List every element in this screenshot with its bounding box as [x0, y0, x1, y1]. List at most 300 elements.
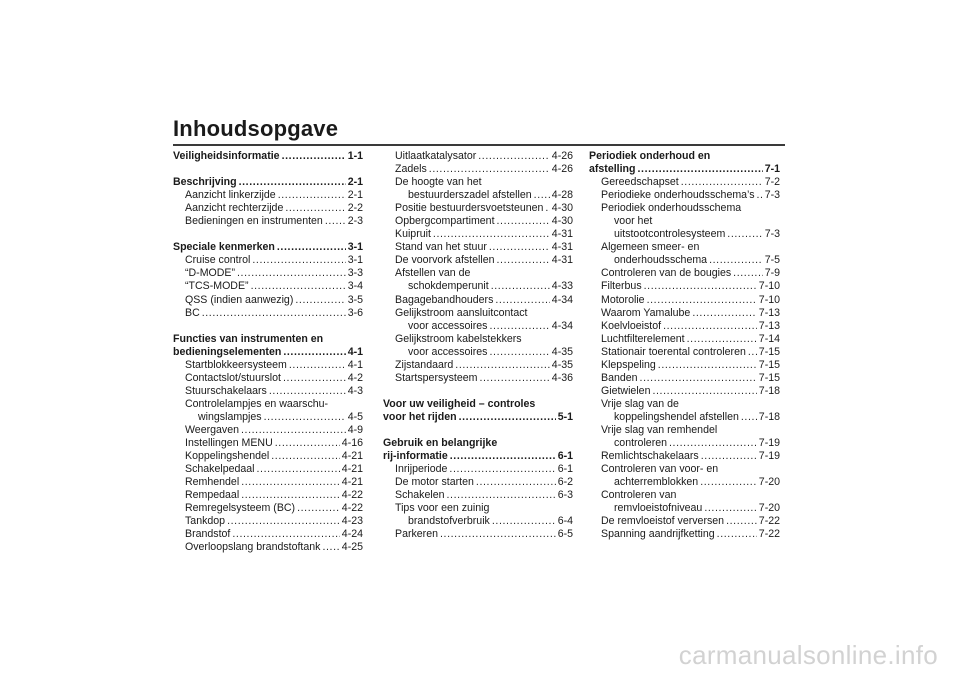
dot-leader	[450, 450, 556, 463]
dot-leader	[733, 267, 763, 280]
toc-entry[interactable]	[589, 476, 780, 489]
dot-leader	[325, 215, 346, 228]
toc-page-number: 7-5	[764, 254, 780, 267]
toc-entry[interactable]	[589, 189, 780, 202]
toc-entry[interactable]	[383, 294, 573, 307]
toc-page-number: 7-13	[758, 306, 780, 319]
toc-entry-label: Startblokkeersysteem	[185, 358, 287, 371]
toc-entry[interactable]	[589, 294, 780, 307]
toc-entry[interactable]	[173, 215, 363, 228]
toc-entry-label: Periodieke onderhoudsschema’s	[601, 189, 755, 202]
toc-entry-label: BC	[185, 306, 200, 319]
toc-page-number: 7-20	[758, 502, 780, 515]
dot-leader	[726, 515, 757, 528]
dot-leader	[687, 333, 757, 346]
toc-entry-label: Motorolie	[601, 293, 645, 306]
toc-entry-text: Afstellen van de	[395, 267, 471, 280]
toc-section-entry[interactable]	[173, 150, 363, 163]
toc-entry-label: Cruise control	[185, 254, 251, 267]
dot-leader	[489, 320, 549, 333]
toc-page-number: 6-5	[557, 528, 573, 541]
toc-entry[interactable]	[173, 202, 363, 215]
toc-page-number: 4-31	[551, 241, 573, 254]
section-gap	[383, 385, 573, 398]
dot-leader	[692, 307, 756, 320]
toc-entry[interactable]	[383, 280, 573, 293]
toc-entry-label: controleren	[614, 437, 667, 450]
toc-entry-label: Remhendel	[185, 476, 240, 489]
toc-entry-label: Spanning aandrijfketting	[601, 528, 715, 541]
toc-entry-label: Speciale kenmerken	[173, 241, 275, 254]
toc-column-1	[173, 150, 363, 554]
toc-page-number: 4-30	[551, 215, 573, 228]
toc-entry[interactable]	[383, 202, 573, 215]
toc-entry-label: Startspersysteem	[395, 371, 478, 384]
dot-leader	[264, 411, 346, 424]
toc-page-number: 4-34	[551, 319, 573, 332]
toc-entry[interactable]	[589, 515, 780, 528]
toc-entry-label: Zadels	[395, 163, 427, 176]
toc-entry[interactable]	[589, 307, 780, 320]
toc-page-number: 7-10	[758, 280, 780, 293]
toc-entry[interactable]	[589, 333, 780, 346]
toc-entry-text: Controleren van	[601, 489, 677, 502]
toc-entry-label: Bedieningen en instrumenten	[185, 215, 323, 228]
dot-leader	[455, 359, 550, 372]
dot-leader	[479, 372, 549, 385]
dot-leader	[491, 280, 550, 293]
dot-leader	[295, 294, 345, 307]
toc-page-number: 4-3	[347, 384, 363, 397]
toc-section-heading: Gebruik en belangrijke	[383, 437, 498, 450]
toc-entry-label: schokdemperunit	[408, 280, 489, 293]
toc-entry[interactable]	[173, 359, 363, 372]
toc-page-number: 4-24	[341, 528, 363, 541]
toc-entry-label: Zijstandaard	[395, 358, 454, 371]
toc-entry-text: Vrije slag van de	[601, 397, 679, 410]
dot-leader	[638, 163, 763, 176]
dot-leader	[446, 489, 555, 502]
toc-entry[interactable]	[383, 346, 573, 359]
dot-leader	[449, 463, 555, 476]
dot-leader	[440, 528, 556, 541]
toc-entry[interactable]	[383, 515, 573, 528]
toc-entry-text: Algemeen smeer- en	[601, 241, 700, 254]
toc-entry[interactable]	[383, 463, 573, 476]
toc-entry-text: Gelijkstroom aansluitcontact	[395, 306, 528, 319]
toc-entry[interactable]	[589, 267, 780, 280]
dot-leader	[534, 189, 550, 202]
toc-entry[interactable]	[173, 515, 363, 528]
toc-page-number: 4-35	[551, 345, 573, 358]
toc-entry-label: De motor starten	[395, 476, 474, 489]
toc-page-number: 6-3	[557, 489, 573, 502]
toc-entry-label: achterremblokken	[614, 476, 699, 489]
toc-entry-label: “D-MODE”	[185, 267, 236, 280]
dot-leader	[227, 515, 340, 528]
toc-entry[interactable]	[173, 294, 363, 307]
toc-page-number: 4-21	[341, 450, 363, 463]
dot-leader	[701, 450, 757, 463]
toc-page-number: 6-1	[557, 463, 573, 476]
toc-entry[interactable]	[589, 437, 780, 450]
toc-section-entry[interactable]	[173, 346, 363, 359]
toc-page-number: 7-9	[764, 267, 780, 280]
toc-page-number: 4-23	[341, 515, 363, 528]
toc-page-number: 7-18	[758, 384, 780, 397]
toc-page-number: 4-25	[341, 541, 363, 554]
toc-entry-label: Aanzicht linkerzijde	[185, 189, 276, 202]
dot-leader	[663, 320, 757, 333]
watermark: carmanualsonline.info	[678, 640, 938, 670]
toc-entry[interactable]	[173, 541, 363, 554]
dot-leader	[545, 202, 549, 215]
dot-leader	[748, 346, 757, 359]
toc-entry-label: Parkeren	[395, 528, 438, 541]
toc-entry[interactable]	[383, 241, 573, 254]
toc-entry-label: Aanzicht rechterzijde	[185, 202, 284, 215]
toc-entry[interactable]	[589, 359, 780, 372]
toc-entry-label: De voorvork afstellen	[395, 254, 495, 267]
toc-entry-label: Banden	[601, 371, 638, 384]
toc-entry-label: Stationair toerental controleren	[601, 345, 746, 358]
dot-leader	[252, 254, 345, 267]
toc-entry-label: Remregelsysteem (BC)	[185, 502, 296, 515]
toc-page-number: 7-10	[758, 293, 780, 306]
toc-entry-text: voor het	[614, 215, 653, 228]
toc-entry[interactable]	[173, 502, 363, 515]
toc-entry[interactable]	[589, 280, 780, 293]
toc-entry-label: Bagagebandhouders	[395, 293, 494, 306]
section-gap	[173, 163, 363, 176]
toc-entry-label: Stuurschakelaars	[185, 384, 267, 397]
toc-entry-label: Contactslot/stuurslot	[185, 371, 281, 384]
toc-page-number: 1-1	[347, 150, 363, 162]
toc-page-number: 2-1	[347, 176, 363, 189]
toc-entry[interactable]	[383, 189, 573, 202]
toc-entry-text: Controlelampjes en waarschu-	[185, 397, 329, 410]
toc-entry[interactable]	[383, 163, 573, 176]
toc-entry-text: Vrije slag van remhendel	[601, 423, 718, 436]
dot-leader	[727, 228, 762, 241]
dot-leader	[489, 346, 549, 359]
dot-leader	[232, 528, 339, 541]
dot-leader	[283, 346, 345, 359]
toc-entry-label: Inrijperiode	[395, 463, 448, 476]
toc-section-entry[interactable]	[173, 241, 363, 254]
toc-entry[interactable]	[383, 372, 573, 385]
toc-entry[interactable]	[173, 450, 363, 463]
dot-leader	[741, 411, 757, 424]
toc-page-number: 3-4	[347, 280, 363, 293]
dot-leader	[709, 254, 763, 267]
toc-page-number: 3-1	[347, 241, 363, 254]
toc-section-heading: Periodiek onderhoud en	[589, 150, 711, 162]
toc-entry-label: Weergaven	[185, 423, 239, 436]
toc-entry-label: Waarom Yamalube	[601, 306, 691, 319]
toc-page-number: 6-4	[557, 515, 573, 528]
dot-leader	[476, 476, 556, 489]
toc-entry-label: Uitlaatkatalysator	[395, 150, 477, 162]
toc-page-number: 7-15	[758, 345, 780, 358]
toc-entry[interactable]	[173, 437, 363, 450]
toc-entry-label: Schakelpedaal	[185, 463, 255, 476]
toc-entry[interactable]	[589, 450, 780, 463]
toc-entry-label: Koelvloeistof	[601, 319, 662, 332]
page-title: Inhoudsopgave	[173, 116, 339, 141]
toc-entry-label: voor het rijden	[383, 410, 457, 423]
toc-entry[interactable]	[383, 320, 573, 333]
toc-entry-label: bestuurderszadel afstellen	[408, 189, 532, 202]
dot-leader	[297, 502, 340, 515]
toc-page-number: 4-1	[347, 358, 363, 371]
toc-entry[interactable]	[383, 254, 573, 267]
toc-entry-label: Kuipruit	[395, 228, 431, 241]
toc-page-number: 2-3	[347, 215, 363, 228]
dot-leader	[757, 189, 763, 202]
toc-entry[interactable]	[173, 528, 363, 541]
dot-leader	[497, 254, 550, 267]
toc-entry[interactable]	[173, 189, 363, 202]
dot-leader	[478, 150, 550, 163]
dot-leader	[640, 372, 757, 385]
toc-entry-label: Gietwielen	[601, 384, 651, 397]
toc-section-heading: Voor uw veiligheid – controles	[383, 397, 536, 410]
toc-entry[interactable]	[589, 176, 780, 189]
dot-leader	[239, 176, 346, 189]
toc-entry[interactable]	[589, 502, 780, 515]
toc-page-number: 2-2	[347, 202, 363, 215]
toc-entry[interactable]	[173, 476, 363, 489]
toc-column-3	[589, 150, 780, 541]
toc-entry-text: Periodiek onderhoudsschema	[601, 202, 742, 215]
toc-entry-label: brandstofverbruik	[408, 515, 490, 528]
toc-entry[interactable]	[173, 372, 363, 385]
section-gap	[173, 228, 363, 241]
toc-entry[interactable]	[589, 254, 780, 267]
section-gap	[173, 320, 363, 333]
toc-section-entry[interactable]	[173, 176, 363, 189]
dot-leader	[241, 424, 346, 437]
toc-entry-label: koppelingshendel afstellen	[614, 410, 739, 423]
toc-page-number: 6-2	[557, 476, 573, 489]
dot-leader	[495, 294, 549, 307]
dot-leader	[717, 528, 757, 541]
toc-entry[interactable]	[383, 528, 573, 541]
toc-page-number: 7-22	[758, 528, 780, 541]
toc-entry-label: Controleren van de bougies	[601, 267, 732, 280]
toc-entry-label: Opbergcompartiment	[395, 215, 495, 228]
toc-entry[interactable]	[589, 346, 780, 359]
toc-entry-text: De hoogte van het	[395, 176, 482, 189]
toc-entry-label: Klepspeling	[601, 358, 656, 371]
toc-entry[interactable]	[383, 489, 573, 502]
toc-page-number: 7-15	[758, 358, 780, 371]
dot-leader	[433, 228, 550, 241]
toc-entry-label: QSS (indien aanwezig)	[185, 293, 294, 306]
toc-entry[interactable]	[589, 228, 780, 241]
toc-page-number: 7-3	[764, 228, 780, 241]
dot-leader	[497, 215, 550, 228]
dot-leader	[289, 359, 346, 372]
toc-entry[interactable]	[589, 385, 780, 398]
toc-page-number: 4-22	[341, 502, 363, 515]
toc-section-entry[interactable]	[383, 450, 573, 463]
toc-page-number: 7-14	[758, 332, 780, 345]
dot-leader	[269, 385, 346, 398]
toc-page-number: 4-28	[551, 189, 573, 202]
toc-page-number: 4-21	[341, 463, 363, 476]
dot-leader	[644, 280, 757, 293]
toc-page-number: 3-3	[347, 267, 363, 280]
toc-page-number: 7-19	[758, 437, 780, 450]
toc-page-number: 4-33	[551, 280, 573, 293]
toc-entry-label: rij-informatie	[383, 450, 448, 463]
toc-page-number: 3-1	[347, 254, 363, 267]
toc-entry-text: Controleren van voor- en	[601, 463, 719, 476]
toc-entry[interactable]	[173, 411, 363, 424]
dot-leader	[278, 189, 346, 202]
toc-entry[interactable]	[383, 150, 573, 163]
toc-entry-text: Tips voor een zuinig	[395, 502, 490, 515]
toc-entry-label: bedieningselementen	[173, 345, 282, 358]
toc-page-number: 4-21	[341, 476, 363, 489]
toc-entry[interactable]	[383, 359, 573, 372]
section-gap	[383, 424, 573, 437]
toc-entry-label: Overloopslang brandstoftank	[185, 541, 321, 554]
toc-entry-text: Gelijkstroom kabelstekkers	[395, 332, 522, 345]
toc-page-number: 4-2	[347, 371, 363, 384]
toc-page-number: 4-31	[551, 228, 573, 241]
dot-leader	[700, 476, 757, 489]
toc-page-number: 7-15	[758, 371, 780, 384]
toc-section-entry[interactable]	[589, 163, 780, 176]
dot-leader	[237, 267, 346, 280]
dot-leader	[282, 150, 346, 163]
toc-page-number: 4-22	[341, 489, 363, 502]
toc-entry-label: Rempedaal	[185, 489, 240, 502]
toc-page-number: 4-34	[551, 293, 573, 306]
toc-page-number: 4-26	[551, 163, 573, 176]
toc-entry[interactable]	[173, 385, 363, 398]
toc-page-number: 4-26	[551, 150, 573, 162]
toc-entry[interactable]	[589, 372, 780, 385]
toc-page-number: 4-16	[341, 437, 363, 450]
toc-entry[interactable]	[589, 411, 780, 424]
dot-leader	[202, 307, 346, 320]
dot-leader	[241, 489, 340, 502]
toc-entry-label: “TCS-MODE”	[185, 280, 249, 293]
toc-entry-label: Gereedschapset	[601, 176, 679, 189]
toc-entry-label: voor accessoires	[408, 345, 488, 358]
dot-leader	[492, 515, 556, 528]
dot-leader	[647, 294, 757, 307]
toc-entry[interactable]	[173, 463, 363, 476]
toc-page-number: 7-22	[758, 515, 780, 528]
dot-leader	[283, 372, 346, 385]
toc-page-number: 5-1	[557, 410, 573, 423]
toc-entry-label: Veiligheidsinformatie	[173, 150, 280, 162]
title-rule	[173, 144, 785, 146]
toc-page-number: 4-30	[551, 202, 573, 215]
toc-page-number: 4-1	[347, 345, 363, 358]
toc-entry-label: voor accessoires	[408, 319, 488, 332]
toc-entry-label: Koppelingshendel	[185, 450, 270, 463]
dot-leader	[251, 280, 346, 293]
toc-entry[interactable]	[589, 320, 780, 333]
dot-leader	[704, 502, 756, 515]
toc-entry-label: Beschrijving	[173, 176, 237, 189]
dot-leader	[275, 437, 340, 450]
dot-leader	[285, 202, 345, 215]
toc-page-number: 7-20	[758, 476, 780, 489]
toc-entry[interactable]	[173, 489, 363, 502]
toc-entry[interactable]	[173, 280, 363, 293]
dot-leader	[241, 476, 340, 489]
toc-section-heading: Functies van instrumenten en	[173, 332, 324, 345]
dot-leader	[489, 241, 550, 254]
dot-leader	[429, 163, 550, 176]
toc-page-number: 7-3	[764, 189, 780, 202]
toc-page-number: 3-6	[347, 306, 363, 319]
toc-entry[interactable]	[589, 528, 780, 541]
toc-entry[interactable]	[383, 228, 573, 241]
dot-leader	[257, 463, 340, 476]
toc-entry-label: Filterbus	[601, 280, 642, 293]
dot-leader	[459, 411, 556, 424]
toc-page-number: 2-1	[347, 189, 363, 202]
dot-leader	[277, 241, 346, 254]
toc-entry-label: Tankdop	[185, 515, 226, 528]
toc-entry-label: afstelling	[589, 163, 636, 176]
toc-entry-label: Positie bestuurdersvoetsteunen	[395, 202, 544, 215]
dot-leader	[652, 385, 756, 398]
toc-entry-label: De remvloeistof verversen	[601, 515, 725, 528]
toc-entry-label: onderhoudsschema	[614, 254, 708, 267]
dot-leader	[658, 359, 757, 372]
toc-page-number: 4-36	[551, 371, 573, 384]
toc-page-number: 7-13	[758, 319, 780, 332]
toc-entry[interactable]	[173, 254, 363, 267]
toc-page-number: 4-5	[347, 410, 363, 423]
toc-entry-label: remvloeistofniveau	[614, 502, 703, 515]
toc-entry-label: wingslampjes	[198, 410, 262, 423]
toc-entry[interactable]	[173, 424, 363, 437]
toc-entry-label: Instellingen MENU	[185, 437, 273, 450]
toc-page-number: 7-2	[764, 176, 780, 189]
dot-leader	[271, 450, 340, 463]
toc-entry-label: Schakelen	[395, 489, 445, 502]
toc-entry[interactable]	[383, 215, 573, 228]
toc-page-number: 3-5	[347, 293, 363, 306]
toc-section-entry[interactable]	[383, 411, 573, 424]
toc-page-number: 7-19	[758, 450, 780, 463]
toc-page-number: 7-1	[764, 163, 780, 176]
toc-page-number: 4-9	[347, 423, 363, 436]
dot-leader	[681, 176, 763, 189]
toc-column-2	[383, 150, 573, 541]
toc-page-number: 4-35	[551, 358, 573, 371]
toc-entry-label: uitstootcontrolesysteem	[614, 228, 726, 241]
dot-leader	[322, 541, 339, 554]
toc-page-number: 7-18	[758, 410, 780, 423]
toc-entry[interactable]	[383, 476, 573, 489]
toc-entry-label: Luchtfilterelement	[601, 332, 685, 345]
toc-entry-label: Brandstof	[185, 528, 231, 541]
toc-entry[interactable]	[173, 267, 363, 280]
toc-entry[interactable]	[173, 307, 363, 320]
toc-entry-label: Remlichtschakelaars	[601, 450, 699, 463]
